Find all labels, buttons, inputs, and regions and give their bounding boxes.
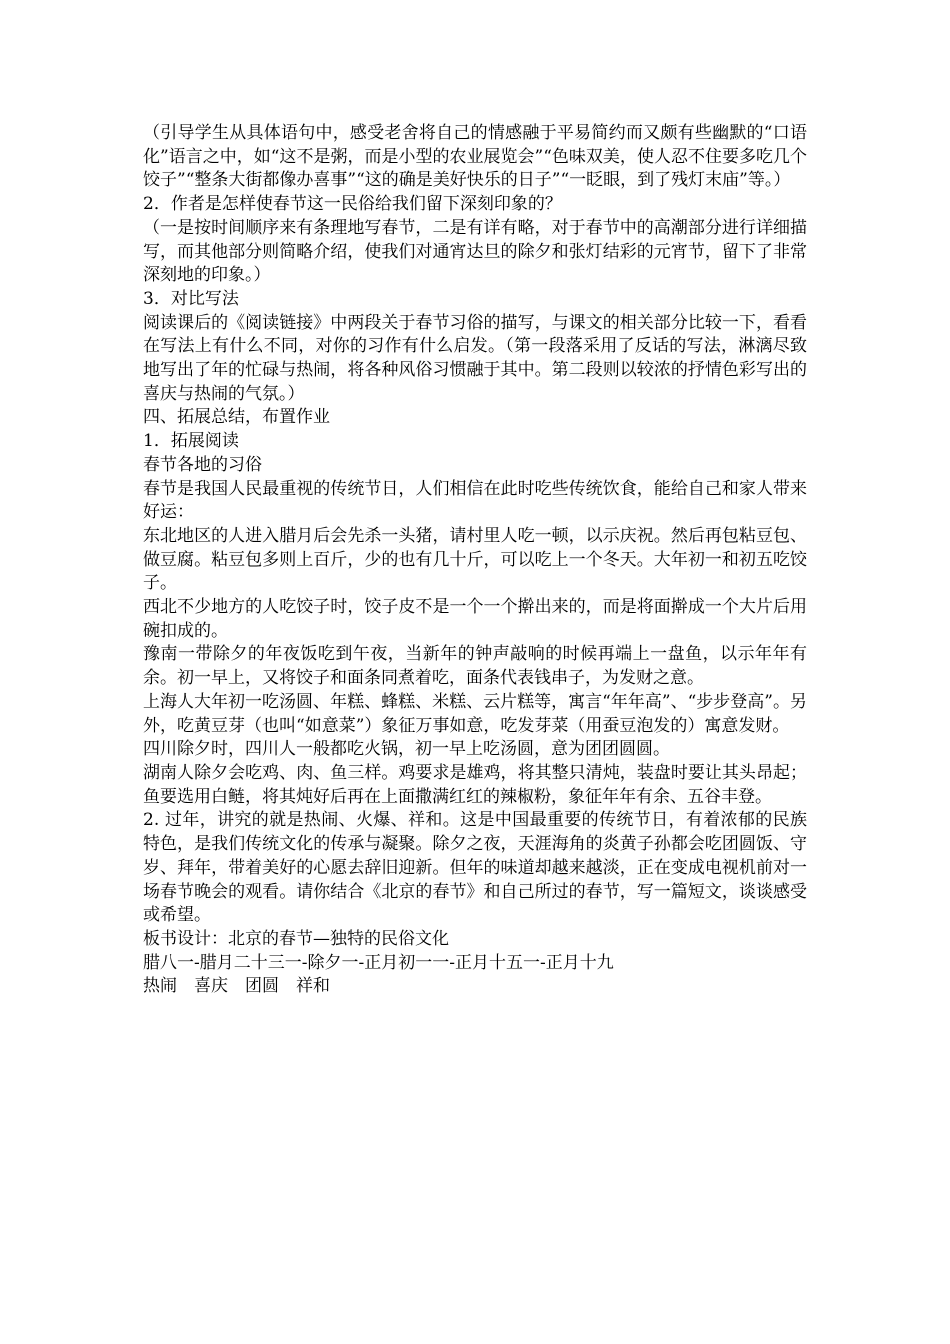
board-design-title: 板书设计：北京的春节—独特的民俗文化 <box>143 928 449 949</box>
section-3-heading: 3．对比写法 <box>143 288 239 309</box>
custom-northeast: 东北地区的人进入腊月后会先杀一头猪，请村里人吃一顿，以示庆祝。然后再包粘豆包、做豆腐。粘豆包多则上百斤，少的也有几十斤，可以吃上一个冬天。大年初一和初五吃饺子。 <box>143 525 807 594</box>
extended-reading-heading: 1．拓展阅读 <box>143 431 239 452</box>
custom-hunan: 湖南人除夕会吃鸡、肉、鱼三样。鸡要求是雄鸡，将其整只清炖，装盘时要让其头昂起；鱼要选用白鲢，将其炖好后再在上面撒满红红的辣椒粉，象征年年有余、五谷丰登。 <box>143 762 807 807</box>
board-design-timeline: 腊八一-腊月二十三一-除夕一-正月初一一-正月十五一-正月十九 <box>143 952 614 973</box>
paragraph-guide-note: （引导学生从具体语句中，感受老舍将自己的情感融于平易简约而又颇有些幽默的“口语化”语言之中，如“这不是粥，而是小型的农业展览会”“色味双美，使人忍不住要多吃几个饺子”“整条大街都像办喜事”“这的确是美好快乐的日子”“一眨眼，到了残灯末庙”等。） <box>143 123 807 191</box>
question-2-heading: 2．作者是怎样使春节这一民俗给我们留下深刻印象的？ <box>143 194 562 215</box>
document-body <box>143 122 807 999</box>
part-4-heading: 四、拓展总结，布置作业 <box>143 407 330 428</box>
custom-sichuan: 四川除夕时，四川人一般都吃火锅，初一早上吃汤圆，意为团团圆圆。 <box>143 739 670 760</box>
board-design-keywords: 热闹 喜庆 团圆 祥和 <box>143 976 330 997</box>
customs-intro: 春节是我国人民最重视的传统节日，人们相信在此时吃些传统饮食，能给自己和家人带来好运： <box>143 478 807 523</box>
section-3-body: 阅读课后的《阅读链接》中两段关于春节习俗的描写，与课文的相关部分比较一下，看看在写法上有什么不同，对你的习作有什么启发。（第一段落采用了反话的写法，淋漓尽致地写出了年的忙碌与热闹，将各种风俗习惯融于其中。第二段则以较浓的抒情色彩写出的喜庆与热闹的气氛。） <box>143 312 807 404</box>
writing-assignment: 2. 过年，讲究的就是热闹、火爆、祥和。这是中国最重要的传统节日，有着浓郁的民族特色，是我们传统文化的传承与凝聚。除夕之夜，天涯海角的炎黄子孙都会吃团圆饭、守岁、拜年，带着美好的心愿去辞旧迎新。但年的味道却越来越淡，正在变成电视机前对一场春节晚会的观看。请你结合《北京的春节》和自己所过的春节，写一篇短文，谈谈感受或希望。 <box>143 810 807 926</box>
custom-yunan: 豫南一带除夕的年夜饭吃到午夜，当新年的钟声敲响的时候再端上一盘鱼，以示年年有余。初一早上，又将饺子和面条同煮着吃，面条代表钱串子，为发财之意。 <box>143 644 807 689</box>
custom-shanghai: 上海人大年初一吃汤圆、年糕、蜂糕、米糕、云片糕等，寓言“年年高”、“步步登高”。另外，吃黄豆芽（也叫“如意菜”）象征万事如意，吃发芽菜（用蚕豆泡发的）寓意发财。 <box>143 691 807 736</box>
question-2-answer: （一是按时间顺序来有条理地写春节，二是有详有略，对于春节中的高潮部分进行详细描写，而其他部分则简略介绍，使我们对通宵达旦的除夕和张灯结彩的元宵节，留下了非常深刻地的印象。） <box>143 217 807 286</box>
customs-title: 春节各地的习俗 <box>143 454 262 475</box>
custom-northwest: 西北不少地方的人吃饺子时，饺子皮不是一个一个擀出来的，而是将面擀成一个大片后用碗扣成的。 <box>143 597 807 641</box>
